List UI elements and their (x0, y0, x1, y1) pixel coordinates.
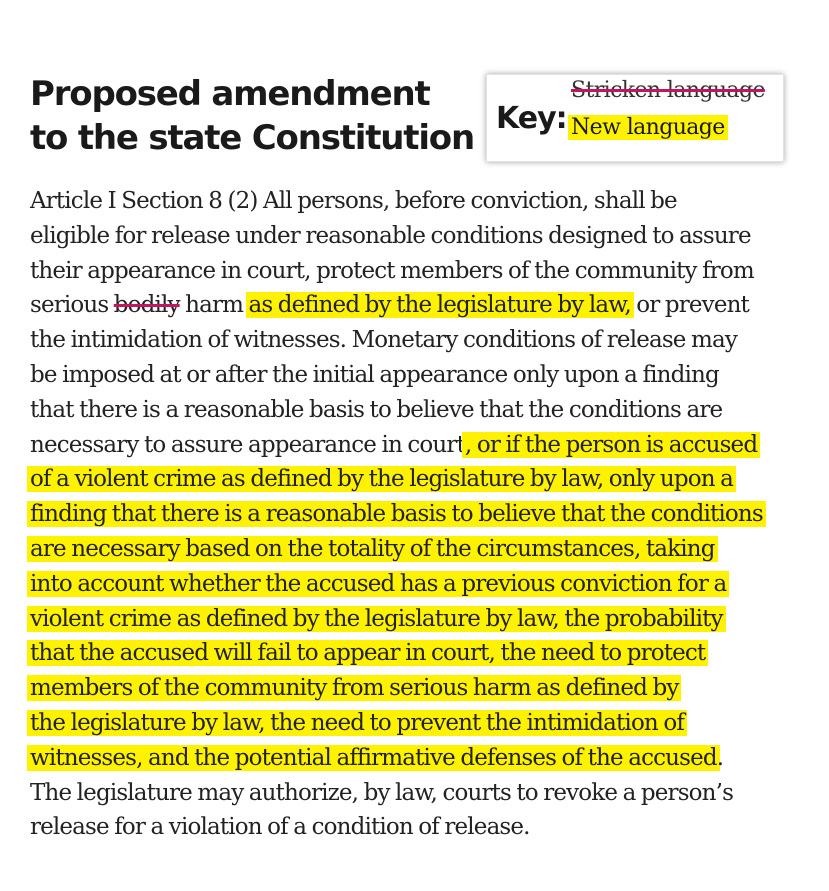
text-line (30, 741, 820, 776)
new-text: that the accused will fail to appear in court, the need to protect (30, 640, 706, 667)
text-line: the intimidation of witnesses. Monetary conditions of release may (30, 327, 737, 354)
new-text: into account whether the accused has a previous conviction for a (30, 570, 727, 597)
new-text: are necessary based on the totality of the circumstances, taking (30, 535, 715, 562)
new-text: members of the community from serious harm as defined by (30, 675, 679, 702)
text-line (30, 636, 820, 671)
title-line-1: Proposed amendment (30, 74, 430, 114)
text-line: eligible for release under reasonable conditions designed to assure (30, 222, 751, 249)
text-line (30, 567, 820, 602)
text-line: their appearance in court, protect members of the community from (30, 257, 754, 284)
amendment-text (30, 184, 820, 845)
text-line (30, 497, 820, 532)
text-line (30, 462, 820, 497)
text-line: release for a violation of a condition of release. (30, 814, 530, 841)
key-legend (486, 74, 784, 162)
new-text: finding that there is a reasonable basis to believe that the conditions (30, 501, 763, 528)
key-stricken-sample: Stricken language (571, 78, 765, 103)
text-line: Article I Section 8 (2) All persons, before conviction, shall be (30, 188, 677, 214)
text-segment: or prevent (630, 292, 749, 319)
text-line (30, 428, 820, 463)
text-line: that there is a reasonable basis to believe that the conditions are (30, 396, 723, 423)
page-title (30, 72, 480, 160)
new-text: violent crime as defined by the legislature by law, the probability (30, 605, 723, 632)
stricken-text: bodily (113, 292, 180, 319)
text-segment: serious (30, 292, 114, 319)
key-label: Key: (496, 101, 567, 136)
new-text: of a violent crime as defined by the legislature by law, only upon a (30, 466, 733, 493)
text-segment: harm (179, 292, 249, 319)
new-text: the legislature by law, the need to prevent the intimidation of (30, 709, 685, 736)
text-segment: necessary to assure appearance in court (30, 431, 465, 458)
text-line: be imposed at or after the initial appearance only upon a finding (30, 361, 719, 388)
text-segment: . (716, 744, 724, 771)
text-line: The legislature may authorize, by law, courts to revoke a person’s (30, 779, 734, 806)
new-text: as defined by the legislature by law, (248, 292, 631, 319)
key-new-sample: New language (571, 115, 725, 140)
text-line (30, 706, 820, 741)
text-line (30, 671, 820, 706)
new-text: , or if the person is accused (464, 431, 758, 458)
text-line (30, 288, 820, 323)
text-line (30, 532, 820, 567)
text-line (30, 602, 820, 637)
title-line-2: to the state Constitution (30, 118, 474, 158)
new-text: witnesses, and the potential affirmative defenses of the accused (30, 744, 717, 771)
